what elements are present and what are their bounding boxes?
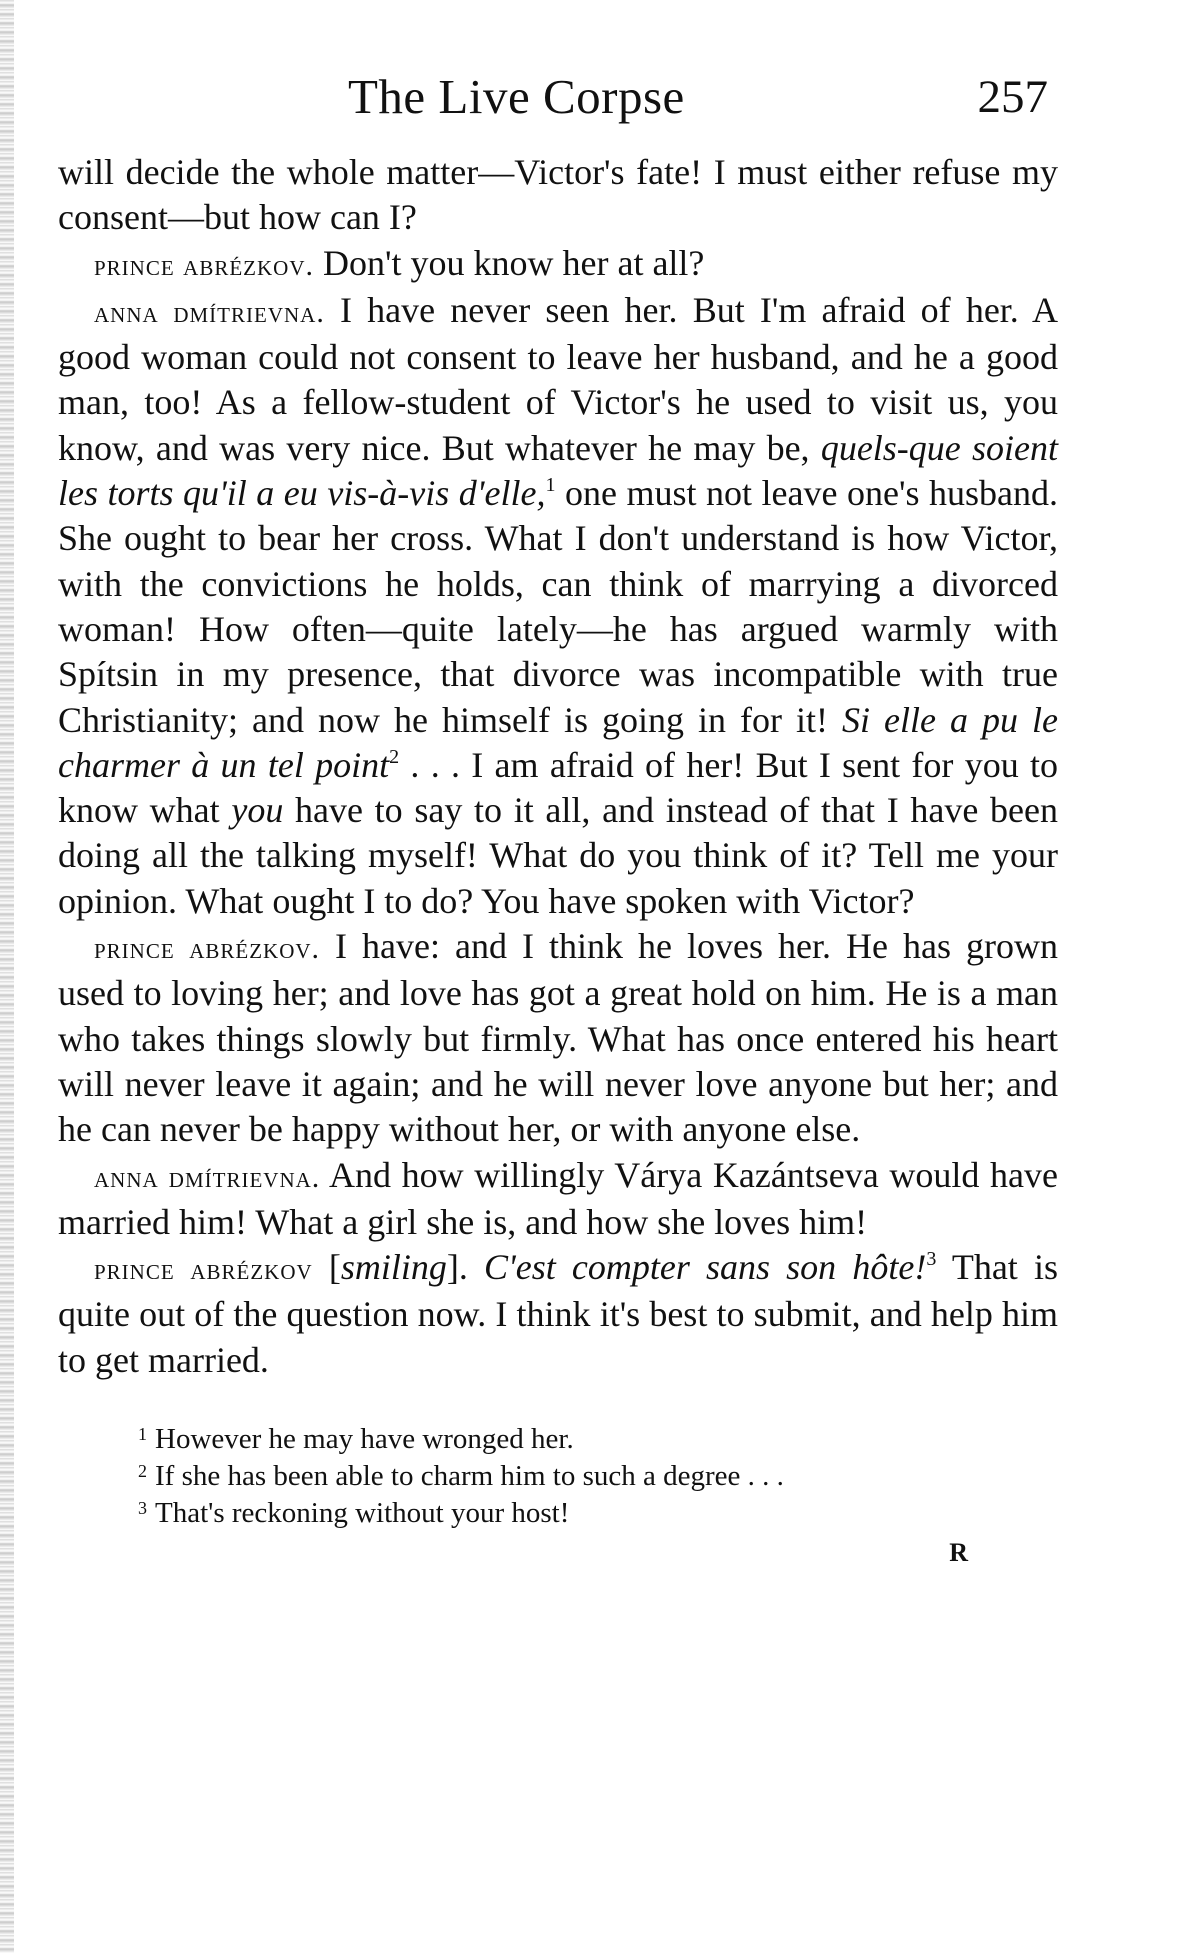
french-quote: C'est compter sans son hôte!: [484, 1247, 927, 1288]
paragraph-prince-2: [58, 924, 1058, 1152]
footnote-text: If she has been able to charm him to such a degree . . .: [155, 1460, 784, 1493]
running-header: [58, 60, 1058, 140]
paragraph-text: will decide the whole matter—Victor's fate! I must either refuse my consent—but how can I?: [58, 152, 1058, 238]
french-quote: Si elle a pu le charmer à un tel point: [58, 699, 1058, 785]
paragraph-text: have to say to it all, and instead of that I have been doing all the talking myself! What do you think of it? Tell me your opinion. What ought I to do? You have spoken with Victor?: [58, 790, 1058, 921]
book-page: [58, 60, 1058, 1568]
footnote-ref: 2: [389, 745, 400, 768]
speaker-name: anna dmítrievna.: [94, 1160, 321, 1194]
paragraph-text: I have never seen her. But I'm afraid of her. A good woman could not consent to leave her husband, and he a good man, too! As a fellow-student of Victor's he used to visit us, you know, and was very nice. But whatever he may be,: [58, 289, 1058, 468]
footnote: [138, 1495, 1058, 1532]
paragraph-anna-1: [58, 288, 1058, 924]
paragraph-continuation: [58, 150, 1058, 241]
stage-direction: smiling: [340, 1247, 447, 1288]
speaker-name: prince abrézkov: [94, 1253, 313, 1287]
footnote-text: That's reckoning without your host!: [155, 1497, 570, 1530]
footnote-mark: 3: [138, 1498, 147, 1519]
paragraph-text: one must not leave one's husband. She ought to bear her cross. What I don't understand is how Victor, with the convictions he holds, can think of marrying a divorced woman! How often—quite lately—he has argued warmly with Spítsin in my presence, that divorce was incompatible with true Christianity; and now he himself is going in for it!: [58, 473, 1058, 740]
speaker-name: anna dmítrievna.: [94, 295, 325, 329]
paragraph-text: That is quite out of the question now. I think it's best to submit, and help him to get married.: [58, 1247, 1058, 1380]
footnote-mark: 1: [138, 1424, 147, 1445]
footnote-ref: 1: [545, 474, 556, 497]
footnotes: [58, 1421, 1058, 1532]
paragraph-prince-1: [58, 241, 1058, 288]
page-title: The Live Corpse: [348, 69, 685, 124]
emphasis: you: [231, 790, 284, 831]
paragraph-text: Don't you know her at all?: [314, 242, 705, 283]
footnote: [138, 1421, 1058, 1458]
page-number: 257: [977, 71, 1048, 123]
footnote: [138, 1458, 1058, 1495]
paragraph-text: I have: and I think he loves her. He has grown used to loving her; and love has got a great hold on him. He is a man who takes things slowly but firmly. What has once entered his heart will never leave it again; and he will never love anyone but her; and he can never be happy without her, or with anyone else.: [58, 926, 1058, 1150]
footnote-text: However he may have wronged her.: [155, 1423, 574, 1456]
body-text: [58, 150, 1058, 1383]
paragraph-prince-3: prince abrézkov [smiling]. C'est compter sans son hôte!$^3$ That is quite out of the question now. I think it's best to submit, and help him to get married.: [58, 1247, 1058, 1380]
french-quote: quels-que soient les torts qu'il a eu vis-à-vis d'elle,: [58, 427, 1058, 514]
footnote-ref: 3: [926, 1248, 937, 1271]
paragraph-text: . . . I am afraid of her! But I sent for you to know what: [58, 744, 1058, 831]
paragraph-text: And how willingly Várya Kazántseva would have married him! What a girl she is, and how she loves him!: [58, 1154, 1058, 1242]
signature-mark: R: [949, 1538, 968, 1568]
footnote-mark: 2: [138, 1461, 147, 1482]
paragraph-anna-2: [58, 1153, 1058, 1246]
speaker-name: prince abrézkov.: [94, 248, 315, 282]
book-spine-edge: [0, 0, 14, 1953]
speaker-name: prince abrézkov.: [94, 932, 321, 966]
